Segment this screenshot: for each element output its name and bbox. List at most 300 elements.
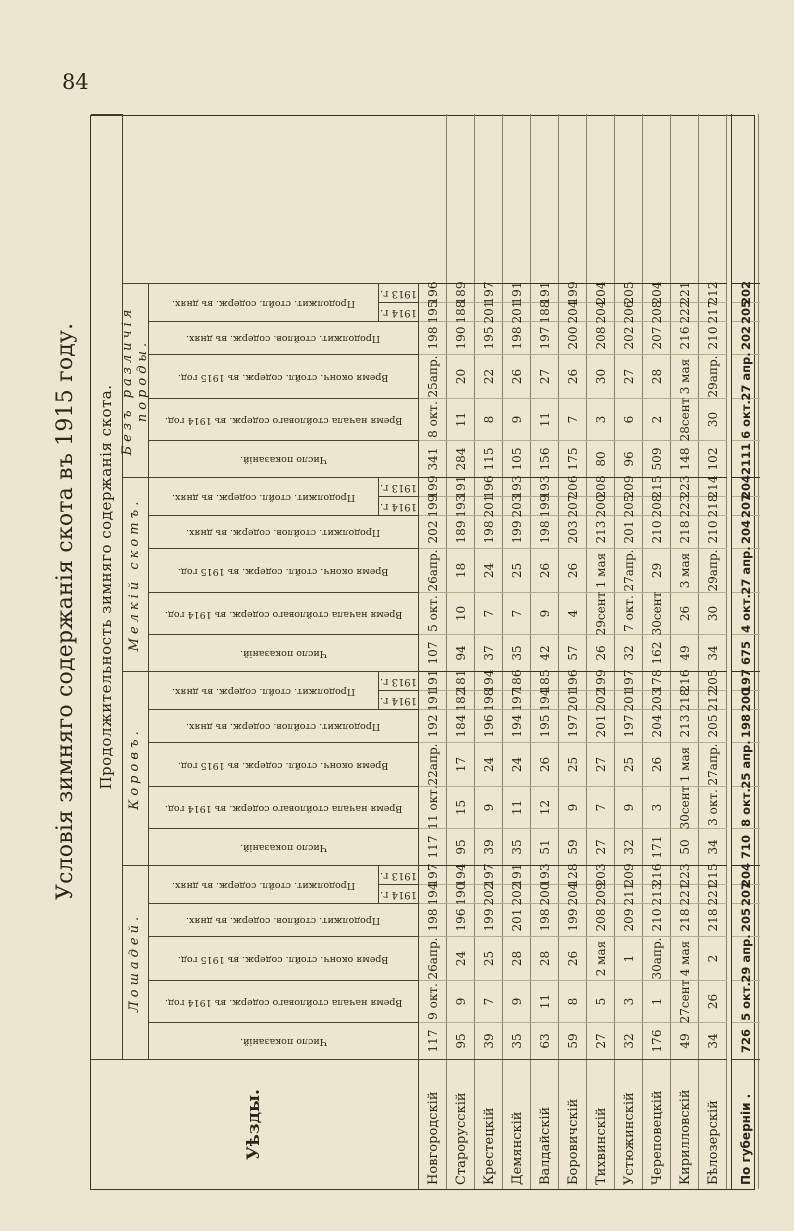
column-header <box>149 936 419 980</box>
column-header-text: Время оконч. стойл. содерж. въ 1915 год. <box>178 565 389 577</box>
table-cell: 193 <box>447 496 475 515</box>
table-cell: 35 <box>503 1022 531 1059</box>
table-cell: 2 <box>643 398 671 440</box>
group-header-text: Безъ различія породы. <box>119 305 150 456</box>
table-cell: 49 <box>671 634 699 671</box>
table-cell: 24 <box>475 548 503 592</box>
table-cell: 9 окт. <box>419 980 447 1022</box>
table-cell: 209 <box>615 477 643 496</box>
table-cell: 7 <box>559 398 587 440</box>
table-cell: 30 <box>587 354 615 398</box>
table-cell: 9 <box>531 592 559 634</box>
table-cell: 105 <box>503 440 531 477</box>
table-cell: 210 <box>643 903 671 936</box>
table-cell: 200 <box>559 321 587 354</box>
table-cell: 4 мая <box>671 936 699 980</box>
table-cell: 28 <box>643 354 671 398</box>
table-cell: 185 <box>531 671 559 690</box>
table-cell: 115 <box>475 440 503 477</box>
table-cell: 30 <box>699 592 727 634</box>
table-cell: 26 <box>559 936 587 980</box>
table-row <box>419 114 447 1189</box>
table-cell: 95 <box>447 828 475 865</box>
table-cell: 9 <box>503 980 531 1022</box>
table-cell: 26 <box>531 742 559 786</box>
table-cell: 29апр. <box>699 354 727 398</box>
table-cell: 202 <box>732 321 760 354</box>
table-cell: 5 окт. <box>732 980 760 1022</box>
table-cell: 11 <box>447 398 475 440</box>
column-header <box>149 980 419 1022</box>
uezd-name: Валдайскій <box>531 1059 559 1189</box>
table-cell: 213 <box>643 884 671 903</box>
table-cell: 39 <box>475 828 503 865</box>
table-cell: 24 <box>503 742 531 786</box>
table-cell: 9 <box>447 980 475 1022</box>
table-cell: 198 <box>475 515 503 548</box>
year-header-text: 1913 г. <box>379 287 418 299</box>
table-cell: 189 <box>447 283 475 302</box>
table-cell: 205 <box>699 671 727 690</box>
column-header-text: Продолжит. стойл. содерж. въ днях. <box>171 491 356 503</box>
table-cell: 27сент <box>671 980 699 1022</box>
table-cell: 189 <box>447 515 475 548</box>
table-cell: 7 окт. <box>615 592 643 634</box>
table-cell: 182 <box>447 690 475 709</box>
table-cell: 212 <box>699 283 727 302</box>
table-cell: 216 <box>643 865 671 884</box>
table-cell: 117 <box>419 828 447 865</box>
table-cell: 128 <box>559 865 587 884</box>
table-cell: 25 апр. <box>732 742 760 786</box>
table-cell: 2111 <box>732 440 760 477</box>
table-cell: 3 <box>615 980 643 1022</box>
table-cell: 7 <box>503 592 531 634</box>
table-cell: 209 <box>615 903 643 936</box>
table-cell: 9 <box>559 786 587 828</box>
table-cell: 201 <box>503 302 531 321</box>
table-cell: 24 <box>447 936 475 980</box>
table-cell: 22апр. <box>419 742 447 786</box>
table-cell: 26 <box>587 634 615 671</box>
table-cell: 204 <box>559 884 587 903</box>
table-cell: 196 <box>475 709 503 742</box>
table-cell: 211 <box>615 884 643 903</box>
table-cell: 204 <box>643 283 671 302</box>
table-cell: 206 <box>615 302 643 321</box>
table-cell: 34 <box>699 828 727 865</box>
table-cell: 204 <box>732 515 760 548</box>
table-row <box>531 114 559 1189</box>
uezd-name: По губерніи . <box>732 1059 760 1189</box>
table-cell: 30сент <box>671 786 699 828</box>
table-cell: 218 <box>699 496 727 515</box>
table-cell: 27 <box>587 742 615 786</box>
table-cell: 201 <box>475 496 503 515</box>
uezd-header-text: Уѣзды. <box>243 1089 264 1160</box>
table-cell: 26 <box>671 592 699 634</box>
table-cell: 202 <box>732 283 760 302</box>
table-cell: 12 <box>531 786 559 828</box>
total-row <box>731 114 759 1189</box>
table-cell: 203 <box>503 496 531 515</box>
table-cell: 3 мая <box>671 354 699 398</box>
table-cell: 63 <box>531 1022 559 1059</box>
table-cell: 80 <box>587 440 615 477</box>
table-cell: 8 <box>475 398 503 440</box>
table-cell: 30апр. <box>643 936 671 980</box>
year-header-text: 1914 г. <box>379 888 418 900</box>
table-row <box>643 114 671 1189</box>
table-cell: 194 <box>475 671 503 690</box>
table-cell: 3 мая <box>671 548 699 592</box>
column-header <box>149 742 419 786</box>
table-cell: 200 <box>531 884 559 903</box>
table-cell: 9 <box>615 786 643 828</box>
table-cell: 194 <box>419 884 447 903</box>
table-cell: 203 <box>559 515 587 548</box>
column-header-text: Время оконч. стойл. содерж. въ 1915 год. <box>178 371 389 383</box>
table-cell: 29 <box>643 548 671 592</box>
table-cell: 208 <box>587 321 615 354</box>
table-row <box>503 114 531 1189</box>
table-cell: 11 <box>503 786 531 828</box>
table-cell: 197 <box>419 865 447 884</box>
table-cell: 28 <box>503 936 531 980</box>
table-cell: 188 <box>447 302 475 321</box>
uezd-name: Кирилловскій <box>671 1059 699 1189</box>
table-cell: 198 <box>531 903 559 936</box>
table-cell: 27 апр. <box>732 548 760 592</box>
column-header-text: Время начала стойловаго содерж. въ 1914 год. <box>164 414 403 426</box>
table-cell: 175 <box>559 440 587 477</box>
column-header <box>149 283 379 321</box>
table-cell: 204 <box>732 865 760 884</box>
year-header <box>379 671 419 690</box>
table-cell: 37 <box>475 634 503 671</box>
table-cell: 212 <box>699 690 727 709</box>
super-header <box>91 114 123 1059</box>
table-cell: 197 <box>615 671 643 690</box>
table-cell: 18 <box>447 548 475 592</box>
table-cell: 218 <box>671 515 699 548</box>
column-header <box>149 548 419 592</box>
table-cell: 95 <box>447 1022 475 1059</box>
table-cell: 204 <box>732 477 760 496</box>
uezd-name: Устюжинскій <box>615 1059 643 1189</box>
table-cell: 191 <box>447 477 475 496</box>
table-cell: 198 <box>732 709 760 742</box>
group-header-text: Мелкій скотъ. <box>127 497 143 652</box>
table-cell: 94 <box>447 634 475 671</box>
year-header <box>379 477 419 496</box>
group-header <box>123 865 149 1059</box>
table-cell: 204 <box>587 283 615 302</box>
table-cell: 205 <box>615 496 643 515</box>
table-cell: 207 <box>732 884 760 903</box>
table-cell: 35 <box>503 634 531 671</box>
table-cell: 210 <box>643 515 671 548</box>
table-cell: 5 окт. <box>419 592 447 634</box>
table-cell: 193 <box>531 477 559 496</box>
uezd-name: Демянскій <box>503 1059 531 1189</box>
table-cell: 194 <box>503 709 531 742</box>
table-cell: 39 <box>475 1022 503 1059</box>
table-row <box>615 114 643 1189</box>
table-cell: 26 <box>503 354 531 398</box>
table-cell: 208 <box>587 477 615 496</box>
table-cell: 202 <box>503 884 531 903</box>
table-row <box>699 114 727 1189</box>
column-header <box>149 515 419 548</box>
table-cell: 3 окт. <box>699 786 727 828</box>
table-cell: 20 <box>447 354 475 398</box>
table-cell: 28 <box>531 936 559 980</box>
table-cell: 195 <box>419 302 447 321</box>
group-header <box>119 283 150 477</box>
table-cell: 215 <box>643 477 671 496</box>
table-cell: 201 <box>475 302 503 321</box>
table-cell: 11 <box>531 980 559 1022</box>
table-cell: 8 окт. <box>419 398 447 440</box>
column-header-text: Время оконч. стойл. содерж. въ 1915 год. <box>178 953 389 965</box>
table-cell: 196 <box>475 477 503 496</box>
table-cell: 200 <box>732 690 760 709</box>
table-cell: 34 <box>699 1022 727 1059</box>
column-header <box>149 865 379 903</box>
table-cell: 199 <box>587 671 615 690</box>
table-cell: 22 <box>475 354 503 398</box>
table-cell: 26 <box>699 980 727 1022</box>
table-cell: 27 апр. <box>732 354 760 398</box>
year-header-text: 1913 г. <box>379 869 418 881</box>
year-header <box>379 690 419 709</box>
table-cell: 197 <box>615 709 643 742</box>
table-cell: 509 <box>643 440 671 477</box>
table-cell: 190 <box>447 321 475 354</box>
table-cell: 223 <box>671 496 699 515</box>
column-header-text: Число показаній. <box>240 842 327 854</box>
table-cell: 184 <box>447 709 475 742</box>
table-cell: 191 <box>503 283 531 302</box>
table-cell: 57 <box>559 634 587 671</box>
column-header-text: Время начала стойловаго содерж. въ 1914 год. <box>164 996 403 1008</box>
year-header-text: 1914 г. <box>379 500 418 512</box>
column-header <box>149 398 419 440</box>
table-cell: 675 <box>732 634 760 671</box>
table-cell: 26 <box>559 548 587 592</box>
table-cell: 198 <box>503 321 531 354</box>
table-cell: 26апр. <box>419 548 447 592</box>
table-cell: 3 <box>643 786 671 828</box>
uezd-name: Бѣлозерскій <box>699 1059 727 1189</box>
table-cell: 25 <box>503 548 531 592</box>
table-cell: 194 <box>531 690 559 709</box>
table-cell: 176 <box>643 1022 671 1059</box>
year-header <box>379 283 419 302</box>
table-cell: 196 <box>419 283 447 302</box>
table-cell: 34 <box>699 634 727 671</box>
table-row <box>475 114 503 1189</box>
table-cell: 208 <box>587 903 615 936</box>
table-cell: 26 <box>531 548 559 592</box>
table-cell: 190 <box>447 884 475 903</box>
table-cell: 26 <box>559 354 587 398</box>
table-cell: 3 <box>587 398 615 440</box>
table-cell: 4 окт. <box>732 592 760 634</box>
table-cell: 213 <box>587 515 615 548</box>
column-header-text: Продолжит. стойл. содерж. въ днях. <box>171 879 356 891</box>
column-header-text: Время начала стойловаго содерж. въ 1914 год. <box>164 608 403 620</box>
year-header-text: 1914 г. <box>379 306 418 318</box>
table-cell: 205 <box>699 709 727 742</box>
table-cell: 35 <box>503 828 531 865</box>
table-cell: 42 <box>531 634 559 671</box>
table-cell: 59 <box>559 1022 587 1059</box>
table-cell: 205 <box>615 283 643 302</box>
table-cell: 156 <box>531 440 559 477</box>
table-cell: 5 <box>587 980 615 1022</box>
table-cell: 193 <box>531 865 559 884</box>
page-title: Условія зимняго содержанія скота въ 1915 году. <box>53 322 78 900</box>
table-cell: 199 <box>419 477 447 496</box>
table-cell: 15 <box>447 786 475 828</box>
group-header <box>123 477 149 671</box>
table-cell: 206 <box>559 477 587 496</box>
column-header <box>149 354 419 398</box>
table-cell: 1 <box>615 936 643 980</box>
table-cell: 201 <box>559 690 587 709</box>
table-cell: 27 <box>587 828 615 865</box>
table-cell: 11 окт. <box>419 786 447 828</box>
column-header-text: Продолжит. стойлов. содерж. въ днях. <box>186 333 381 345</box>
column-header-text: Число показаній. <box>240 454 327 466</box>
year-header-text: 1913 г. <box>379 675 418 687</box>
table-cell: 96 <box>615 440 643 477</box>
group-header <box>123 671 149 865</box>
table-cell: 197 <box>475 283 503 302</box>
table-cell: 223 <box>671 865 699 884</box>
table-cell: 27апр. <box>699 742 727 786</box>
table-cell: 198 <box>419 321 447 354</box>
table-cell: 209 <box>615 865 643 884</box>
table-cell: 27апр. <box>615 548 643 592</box>
table-cell: 27 <box>615 354 643 398</box>
uezd-name: Тихвинскій <box>587 1059 615 1189</box>
table-cell: 17 <box>447 742 475 786</box>
table-cell: 204 <box>643 709 671 742</box>
table-cell: 200 <box>587 496 615 515</box>
table-row <box>559 114 587 1189</box>
table-cell: 195 <box>475 321 503 354</box>
column-header-text: Время оконч. стойл. содерж. въ 1915 год. <box>178 759 389 771</box>
table-cell: 208 <box>643 302 671 321</box>
table-cell: 11 <box>531 398 559 440</box>
table-cell: 204 <box>559 302 587 321</box>
column-header <box>149 1022 419 1059</box>
column-header <box>149 477 379 515</box>
data-table <box>90 115 755 1190</box>
table-cell: 32 <box>615 828 643 865</box>
year-header <box>379 884 419 903</box>
table-cell: 199 <box>531 496 559 515</box>
table-cell: 222 <box>671 302 699 321</box>
table-cell: 25апр. <box>419 354 447 398</box>
table-cell: 205 <box>732 302 760 321</box>
table-cell: 196 <box>559 671 587 690</box>
table-cell: 202 <box>587 690 615 709</box>
column-header-text: Продолжит. стойл. содерж. въ днях. <box>171 297 356 309</box>
table-cell: 205 <box>732 903 760 936</box>
table-cell: 30сент <box>643 592 671 634</box>
table-cell: 30 <box>699 398 727 440</box>
table-cell: 191 <box>503 865 531 884</box>
page-number: 84 <box>62 70 89 94</box>
table-cell: 27 <box>587 1022 615 1059</box>
column-header <box>149 786 419 828</box>
table-cell: 341 <box>419 440 447 477</box>
table-cell: 2 <box>699 936 727 980</box>
table-cell: 218 <box>699 903 727 936</box>
column-header-text: Продолжит. стойл. содерж. въ днях. <box>171 685 356 697</box>
table-cell: 218 <box>671 690 699 709</box>
table-cell: 117 <box>419 1022 447 1059</box>
table-cell: 202 <box>475 884 503 903</box>
table-cell: 210 <box>699 515 727 548</box>
table-cell: 203 <box>587 865 615 884</box>
table-cell: 29сент <box>587 592 615 634</box>
table-cell: 51 <box>531 828 559 865</box>
column-header <box>149 828 419 865</box>
table-cell: 102 <box>699 440 727 477</box>
table-cell: 221 <box>671 283 699 302</box>
table-cell: 7 <box>587 786 615 828</box>
table-cell: 50 <box>671 828 699 865</box>
column-header-text: Число показаній. <box>240 648 327 660</box>
table-cell: 213 <box>671 709 699 742</box>
table-cell: 710 <box>732 828 760 865</box>
table-cell: 6 <box>615 398 643 440</box>
table-cell: 210 <box>699 321 727 354</box>
table-cell: 8 <box>559 980 587 1022</box>
table-cell: 195 <box>531 709 559 742</box>
table-cell: 10 <box>447 592 475 634</box>
table-cell: 59 <box>559 828 587 865</box>
table-cell: 207 <box>732 496 760 515</box>
table-cell: 196 <box>447 903 475 936</box>
table-cell: 201 <box>587 709 615 742</box>
table-cell: 221 <box>699 884 727 903</box>
table-cell: 178 <box>643 671 671 690</box>
table-cell: 29 апр. <box>732 936 760 980</box>
uezd-name: Боровичскій <box>559 1059 587 1189</box>
table-cell: 191 <box>531 283 559 302</box>
table-cell: 1 мая <box>587 548 615 592</box>
table-cell: 191 <box>419 671 447 690</box>
table-cell: 197 <box>503 690 531 709</box>
year-header-text: 1913 г. <box>379 481 418 493</box>
table-cell: 223 <box>671 477 699 496</box>
table-cell: 726 <box>732 1022 760 1059</box>
table-cell: 201 <box>615 690 643 709</box>
column-header <box>149 634 419 671</box>
table-cell: 25 <box>559 742 587 786</box>
column-header <box>149 321 419 354</box>
table-cell: 194 <box>447 865 475 884</box>
table-cell: 202 <box>419 515 447 548</box>
table-cell: 27 <box>531 354 559 398</box>
table-cell: 181 <box>447 671 475 690</box>
